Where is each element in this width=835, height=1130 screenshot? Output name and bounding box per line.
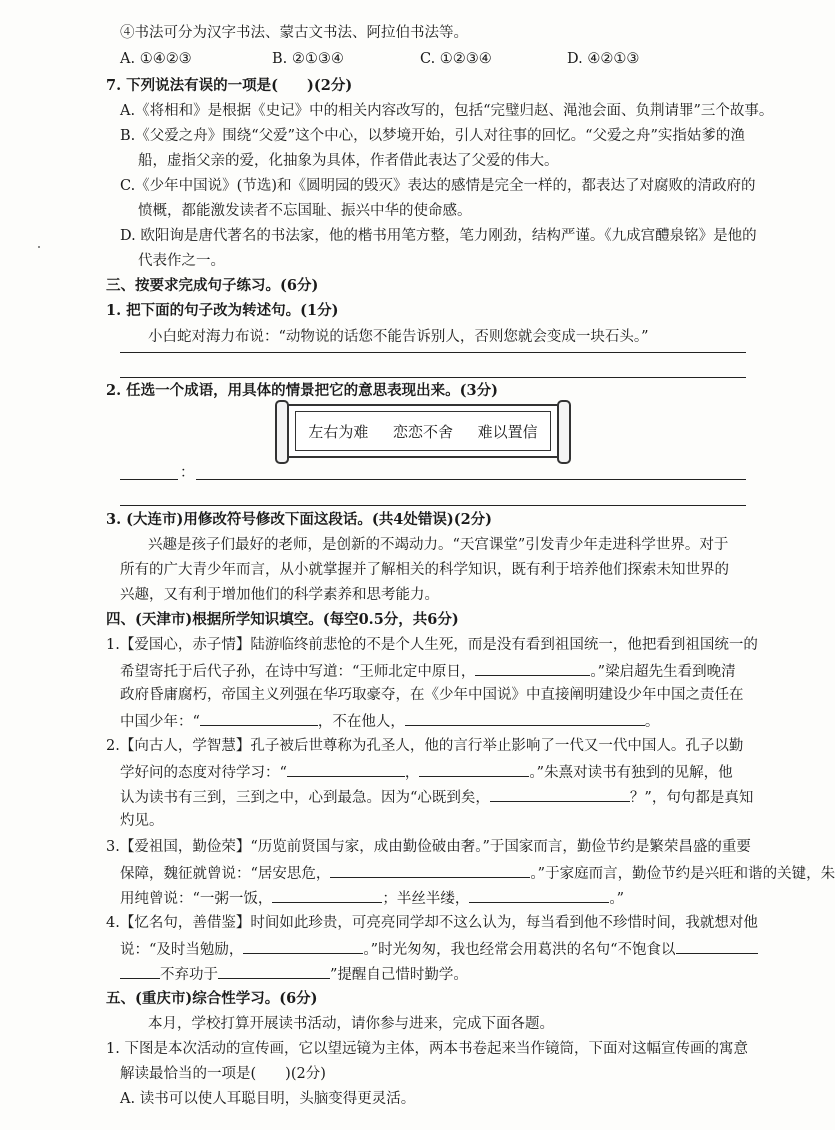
s3-q3-paragraph-2: 所有的广大青少年而言，从小就掌握并了解相关的科学知识，既有利于培养他们探索未知世界的 [120,562,729,578]
s4-q4-blank-3[interactable] [120,962,160,979]
q7-option-d-line1[interactable]: D. 欧阳询是唐代著名的书法家，他的楷书用笔方整，笔力刚劲，结构严谨。《九成宫醴泉铭》是他的 [120,228,757,244]
s4-q1-text-c: 中国少年：“ [120,714,200,730]
s4-q3-text-b: 。”于家庭而言，勤俭节约是兴旺和谐的关键，朱 [530,866,835,882]
s4-q2-text-c: 。”朱熹对读书有独到的见解，他 [529,765,733,781]
q6-statement-4: ④书法可分为汉字书法、蒙古文书法、阿拉伯书法等。 [120,25,468,41]
idiom-list [295,411,551,451]
s4-q2-blank-1[interactable] [287,760,405,777]
s3-q2-idiom-blank[interactable] [120,479,178,480]
s3-q3-paragraph-1: 兴趣是孩子们最好的老师，是创新的不竭动力。“天宫课堂”引发青少年走进科学世界。对于 [148,537,729,553]
q7-option-a[interactable]: A.《将相和》是根据《史记》中的相关内容改写的，包括“完璧归赵、渑池会面、负荆请罪”三个故事。 [120,103,774,119]
s4-q4-text-b: 。”时光匆匆，我也经常会用葛洪的名句“不饱食以 [363,942,676,958]
s4-q1-line4 [120,709,659,733]
idiom-3[interactable]: 难以置信 [477,422,538,441]
s4-q3-text-d: ；半丝半缕， [382,891,470,907]
s4-q2-text-a: 学好问的态度对待学习：“ [120,765,287,781]
s4-q4-text-c: 不弃功于 [160,967,218,983]
s3-q1-answer-line-1[interactable] [120,352,746,353]
s4-q4-blank-2[interactable] [676,937,758,954]
s4-q2-blank-3[interactable] [490,785,630,802]
s4-q3-line1: 3.【爱祖国，勤俭荣】“历览前贤国与家，成由勤俭破由奢。”于国家而言，勤俭节约是繁荣昌盛的重要 [106,839,751,855]
q7-option-b-line1[interactable]: B.《父爱之舟》围绕“父爱”这个中心，以梦境开始，引人对往事的回忆。“父爱之舟”实指姑爹的渔 [120,128,745,144]
s4-q3-text-c: 用纯曾说：“一粥一饭， [120,891,273,907]
s4-q1-blank-3[interactable] [405,709,645,726]
s4-q1-text-e: 。 [644,714,660,730]
s4-q1-text-b: 。”梁启超先生看到晚清 [590,664,736,680]
s4-q2-line2 [120,760,733,784]
scroll-roll-left [275,400,289,464]
s4-q4-text-d: ”提醒自己惜时勤学。 [330,967,468,983]
section-5-title: 五、(重庆市)综合性学习。(6分) [106,990,318,1007]
idiom-2[interactable]: 恋恋不舍 [392,422,453,441]
scroll-roll-right [557,400,571,464]
q7-option-c-line2: 愤概，都能激发读者不忘国耻、振兴中华的使命感。 [138,203,472,219]
idiom-1[interactable]: 左右为难 [308,422,369,441]
s4-q1-text-d: ，不在他人， [317,714,405,730]
s5-intro: 本月，学校打算开展读书活动，请你参与进来，完成下面各题。 [148,1016,554,1032]
s4-q4-blank-4[interactable] [218,962,330,979]
q7-title: 7. 下列说法有误的一项是( )(2分) [106,77,353,94]
s4-q4-line1: 4.【忆名句，善借鉴】时间如此珍贵，可亮亮同学却不这么认为，每当看到他不珍惜时间，我就想对他 [106,915,758,931]
s4-q4-line2 [120,937,758,961]
s3-q1-answer-line-2[interactable] [120,377,746,378]
q6-option-b[interactable]: B. ②①③④ [272,51,344,67]
s4-q1-text-a: 希望寄托于后代子孙，在诗中写道：“王师北定中原日， [120,664,476,680]
q6-option-d[interactable]: D. ④②①③ [567,51,640,67]
scan-speck [38,246,40,248]
s4-q1-blank-2[interactable] [200,709,318,726]
s4-q2-text-d: 认为读书有三到，三到之中，心到最急。因为“心既到矣， [120,790,490,806]
s4-q1-line3: 政府昏庸腐朽，帝国主义列强在华巧取豪夺，在《少年中国说》中直接阐明建设少年中国之责任在 [120,687,744,703]
s4-q3-blank-1[interactable] [330,861,530,878]
s3-q2-answer-line-2[interactable] [120,505,746,506]
s3-q3-paragraph-3: 兴趣，又有利于增加他们的科学素养和思考能力。 [120,587,439,603]
s4-q1-blank-1[interactable] [475,659,590,676]
s4-q2-line3 [120,785,753,809]
s5-q1-line1: 1. 下图是本次活动的宣传画，它以望远镜为主体，两本书卷起来当作镜筒，下面对这幅宣传画的寓意 [106,1041,748,1057]
s4-q3-blank-2[interactable] [272,886,382,903]
s3-q1-title: 1. 把下面的句子改为转述句。(1分) [106,302,339,319]
q6-option-c[interactable]: C. ①②③④ [420,51,492,67]
s4-q4-blank-1[interactable] [243,937,363,954]
s4-q2-line4: 灼见。 [120,813,164,829]
q7-option-b-line2: 船，虚指父亲的爱，化抽象为具体，作者借此表达了父爱的伟大。 [138,153,559,169]
s5-q1-line2: 解读最恰当的一项是( )(2分) [120,1066,326,1082]
q7-option-d-line2: 代表作之一。 [138,253,225,269]
s3-q2-answer-line-1[interactable] [196,479,746,480]
s3-q2-title: 2. 任选一个成语，用具体的情景把它的意思表现出来。(3分) [106,382,498,399]
s4-q3-blank-3[interactable] [469,886,609,903]
s4-q1-line1: 1.【爱国心，赤子情】陆游临终前悲怆的不是个人生死，而是没有看到祖国统一，他把看到祖国统一的 [106,637,758,653]
s4-q3-line2 [120,861,835,885]
s4-q2-blank-2[interactable] [419,760,529,777]
s4-q4-line3 [120,962,468,986]
s4-q3-text-a: 保障，魏征就曾说：“居安思危， [120,866,331,882]
s4-q3-line3 [120,886,624,910]
s4-q2-text-e: ？”，句句都是真知 [629,790,754,806]
s4-q3-text-e: 。” [609,891,625,907]
s3-q3-title: 3. (大连市)用修改符号修改下面这段话。(共4处错误)(2分) [106,511,493,528]
s5-q1-option-a[interactable]: A. 读书可以使人耳聪目明，头脑变得更灵活。 [120,1091,416,1107]
section-4-title: 四、(天津市)根据所学知识填空。(每空0.5分，共6分) [106,611,459,628]
q7-option-c-line1[interactable]: C.《少年中国说》(节选)和《圆明园的毁灭》表达的感情是完全一样的，都表达了对腐败的清政府的 [120,178,756,194]
s4-q2-line1: 2.【向古人，学智慧】孔子被后世尊称为孔圣人，他的言行举止影响了一代又一代中国人。孔子以勤 [106,738,744,754]
s4-q1-line2 [120,659,736,683]
section-3-title: 三、按要求完成句子练习。(6分) [106,277,319,294]
s4-q2-text-b: ， [404,765,420,781]
s3-q1-sentence: 小白蛇对海力布说：“动物说的话您不能告诉别人，否则您就会变成一块石头。” [148,329,649,345]
s4-q4-text-a: 说：“及时当勉励， [120,942,244,958]
s3-q2-colon: ： [180,465,195,481]
idiom-scroll [287,404,559,458]
q6-option-a[interactable]: A. ①④②③ [120,51,192,67]
